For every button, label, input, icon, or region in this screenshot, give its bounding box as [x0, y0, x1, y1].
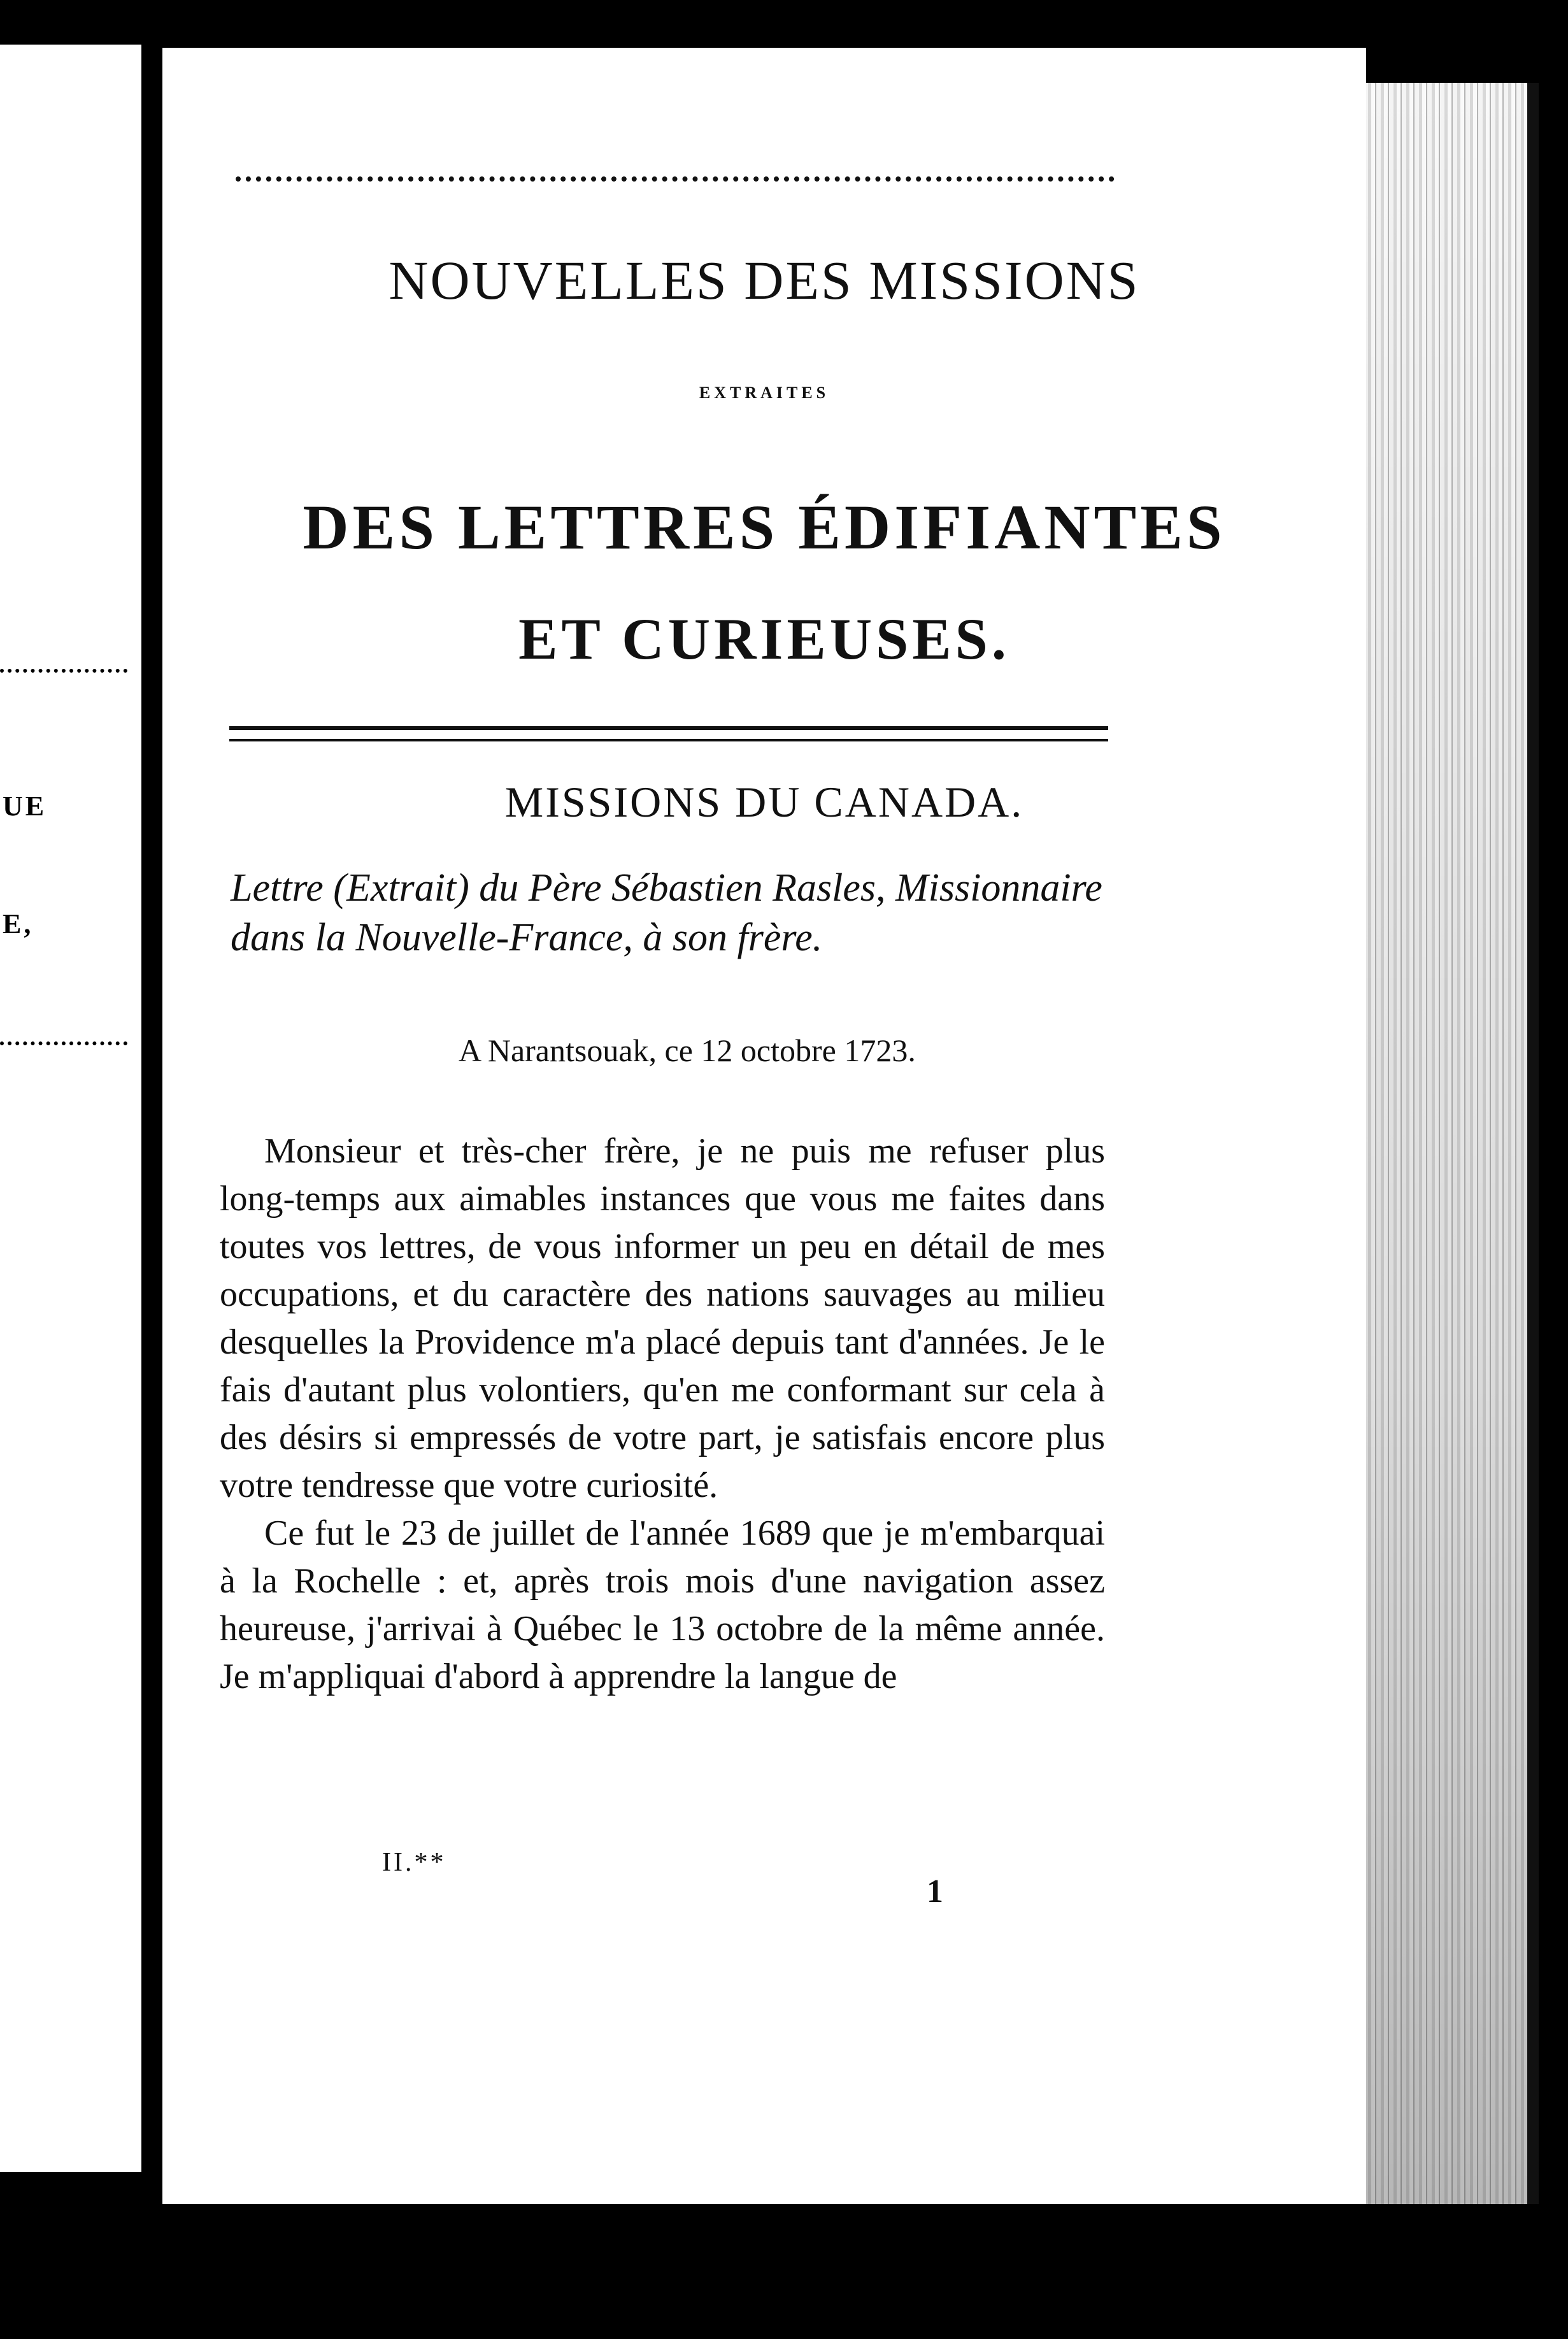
title-line-3: ET CURIEUSES.	[518, 606, 1010, 671]
letter-intro: Lettre (Extrait) du Père Sébastien Rasles, Missionnaire dans la Nouvelle-France, à son frère.	[231, 866, 1102, 959]
previous-page-fragment: UE	[3, 790, 47, 822]
section-heading: MISSIONS DU CANADA.	[504, 778, 1024, 826]
page-edges	[1350, 83, 1539, 2204]
double-rule	[229, 726, 1108, 741]
signature-mark: II.**	[382, 1848, 446, 1877]
letter-body	[220, 1127, 1105, 1701]
paragraph: Ce fut le 23 de juillet de l'année 1689 que je m'embarquai à la Rochelle : et, après trois mois d'une navigation assez heureuse, j'arrivai à Québec le 13 octobre de la même année. Je m'appliquai d'abord à apprendre la langue de	[220, 1513, 1105, 1696]
title-line-1: NOUVELLES DES MISSIONS	[388, 250, 1140, 311]
letter-date: A Narantsouak, ce 12 octobre 1723.	[459, 1033, 916, 1068]
previous-page-rule	[0, 1041, 127, 1045]
previous-page-fragment: E,	[3, 908, 34, 940]
previous-page-edge	[0, 45, 141, 2172]
previous-page-rule	[0, 669, 127, 673]
title-line-2: DES LETTRES ÉDIFIANTES	[303, 492, 1226, 562]
ornamental-rule	[236, 176, 1115, 182]
page-number: 1	[927, 1873, 943, 1910]
page-footer	[382, 1847, 1019, 1910]
title-extraites: EXTRAITES	[699, 383, 830, 402]
paragraph: Monsieur et très-cher frère, je ne puis me refuser plus long-temps aux aimables instances que vous me faites dans toutes vos lettres, de vous informer un peu en détail de mes occupations, et du caractère des nations sauvages au milieu desquelles la Providence m'a placé depuis tant d'années. Je le fais d'autant plus volontiers, qu'en me conformant sur cela à des désirs si empressés de votre part, je satisfais encore plus votre tendresse que votre curiosité.	[220, 1131, 1105, 1505]
